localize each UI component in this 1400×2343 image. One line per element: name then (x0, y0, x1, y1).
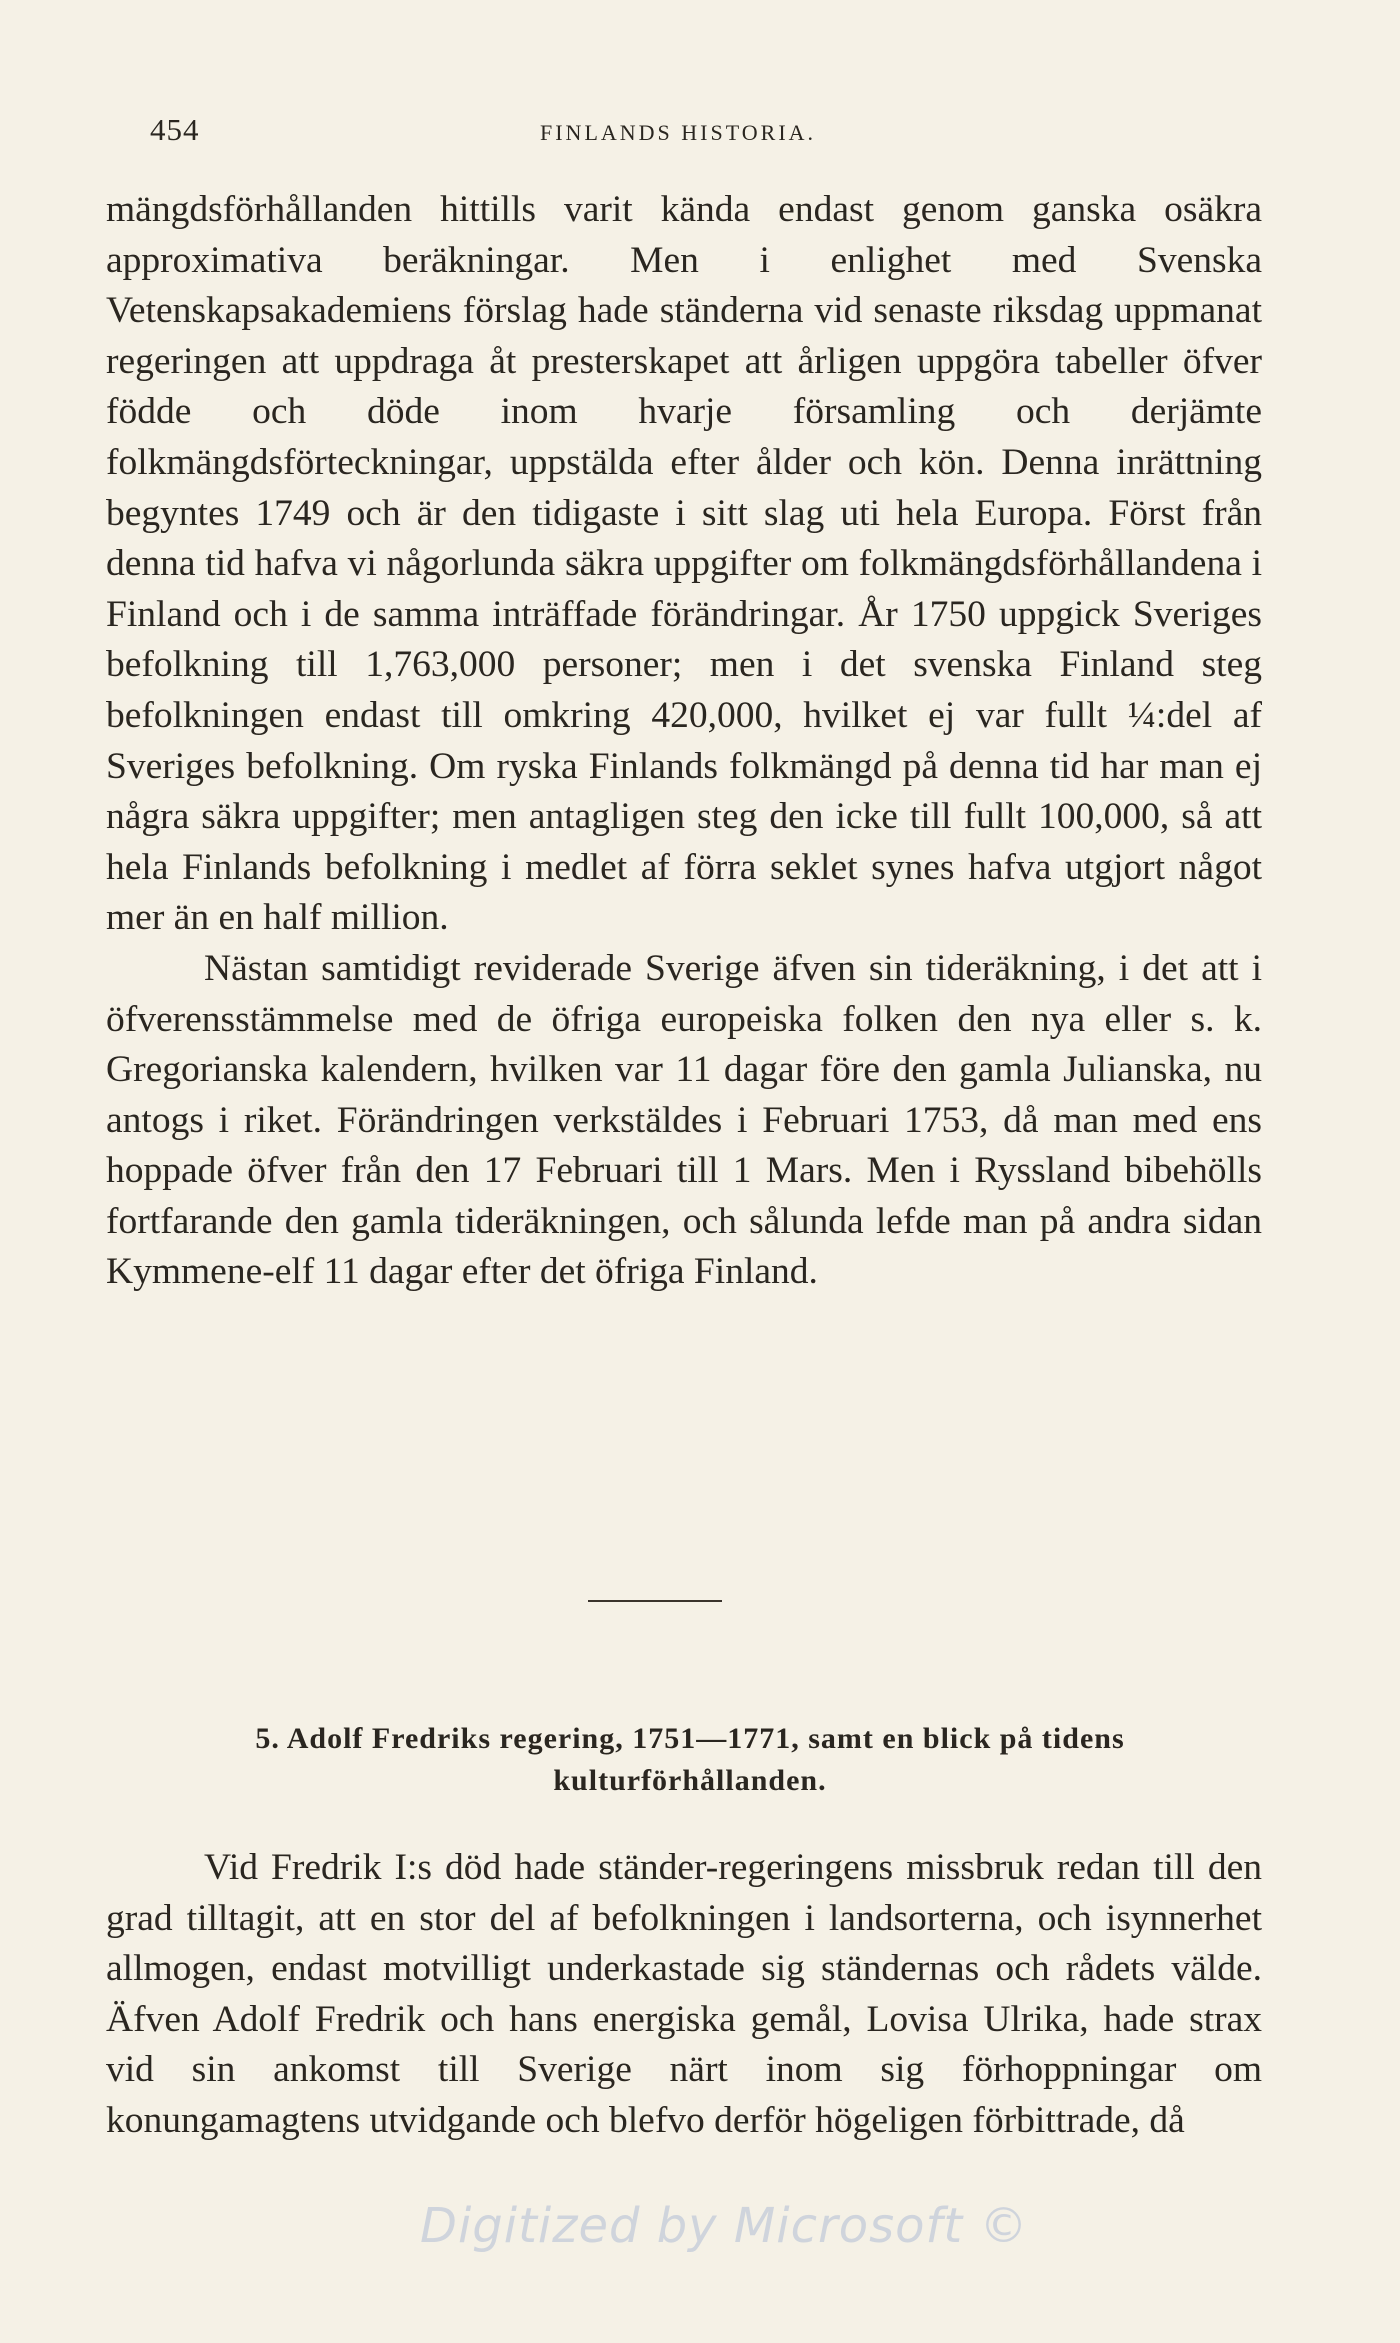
page-number: 454 (150, 112, 200, 147)
section-divider (588, 1600, 722, 1602)
text-block-top (106, 185, 1262, 1298)
text-block-section (106, 1843, 1262, 2147)
paragraph-adolf-fredrik: Vid Fredrik I:s död hade ständer-regeringens missbruk redan till den grad tilltagit, att en stor del af befolkningen i landsorterna, och isynnerhet allmogen, endast motvilligt underkastade sig ständernas och rådets välde. Äfven Adolf Fredrik och hans energiska gemål, Lovisa Ulrika, hade strax vid sin ankomst till Sverige närt inom sig förhoppningar om konungamagtens utvidgande och blefvo derför högeligen förbittrade, då (106, 1847, 1262, 2141)
digitization-watermark: Digitized by Microsoft © (420, 2198, 1029, 2254)
paragraph-population: mängdsförhållanden hittills varit kända endast genom ganska osäkra approximativa beräkningar. Men i enlighet med Svenska Vetenskapsakademiens förslag hade ständerna vid senaste riksdag uppmanat regeringen att uppdraga åt presterskapet att årligen uppgöra tabeller öfver födde och döde inom hvarje församling och derjämte folkmängdsförteckningar, uppstälda efter ålder och kön. Denna inrättning begyntes 1749 och är den tidigaste i sitt slag uti hela Europa. Först från denna tid hafva vi någorlunda säkra uppgifter om folkmängdsförhållandena i Finland och i de samma inträffade förändringar. År 1750 uppgick Sveriges befolkning till 1,763,000 personer; men i det svenska Finland steg befolkningen endast till omkring 420,000, hvilket ej var fullt ¼:del af Sveriges befolkning. Om ryska Finlands folkmängd på denna tid har man ej några säkra uppgifter; men antagligen steg den icke till fullt 100,000, så att hela Finlands befolkning i medlet af förra seklet synes hafva utgjort något mer än en half million. (106, 189, 1262, 939)
section-heading: 5. Adolf Fredriks regering, 1751—1771, samt en blick på tidens kulturförhållanden. (255, 1722, 1125, 1797)
paragraph-calendar: Nästan samtidigt reviderade Sverige äfven sin tideräkning, i det att i öfverensstämmelse med de öfriga europeiska folken den nya eller s. k. Gregorianska kalendern, hvilken var 11 dagar före den gamla Julianska, nu antogs i riket. Förändringen verkstäldes i Februari 1753, då man med ens hoppade öfver från den 17 Februari till 1 Mars. Men i Ryssland bibehölls fortfarande den gamla tideräkningen, och sålunda lefde man på andra sidan Kymmene-elf 11 dagar efter det öfriga Finland. (106, 947, 1262, 1293)
page-header (150, 112, 1270, 152)
running-title: FINLANDS HISTORIA. (540, 120, 817, 145)
